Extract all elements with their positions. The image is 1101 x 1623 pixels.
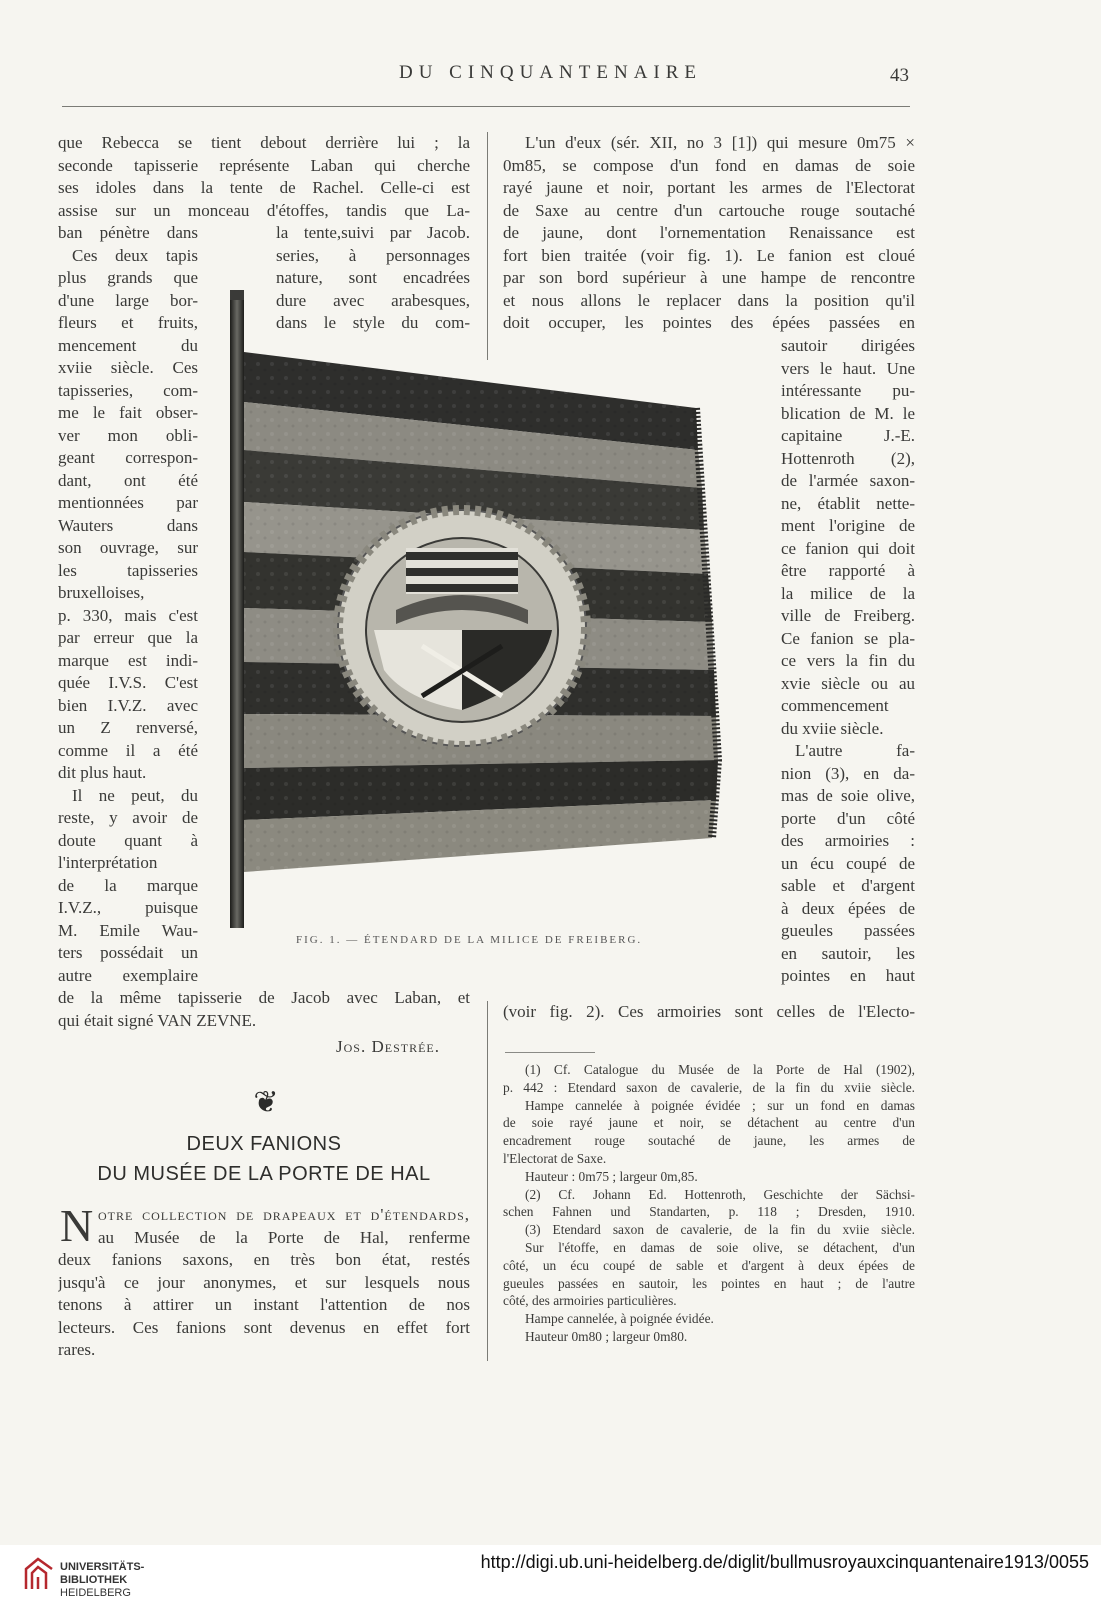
text-line: I.V.Z., puisque (58, 898, 198, 917)
text-line: du xviie siècle. (781, 718, 884, 738)
arms-bar (406, 568, 518, 576)
page-number: 43 (890, 65, 909, 86)
text-line: Il ne peut, du (72, 785, 198, 805)
text-line: des armoiries : (781, 831, 915, 850)
text-line: p. 330, mais c'est (58, 605, 198, 625)
text-line (98, 1204, 470, 1227)
article-body (58, 1249, 470, 1362)
footnote-line: de soie rayé jaune et noir, se détachent au centre d'un (503, 1115, 915, 1131)
ornament-fleuron: ❦ (253, 1086, 279, 1119)
text-line: de l'armée saxon- (781, 471, 915, 490)
library-name-line: HEIDELBERG (60, 1587, 131, 1599)
library-name-line: UNIVERSITÄTS- (60, 1561, 145, 1573)
footnote-line: Hampe cannelée, à poignée évidée. (525, 1311, 714, 1327)
text-line: seconde tapisserie représente Laban qui cherche (58, 155, 470, 175)
left-column-wrap (58, 222, 198, 987)
text-line: son ouvrage, sur (58, 538, 198, 557)
right-column-bottom (503, 1001, 915, 1024)
footnote-line: (1) Cf. Catalogue du Musée de la Porte de Hal (1902), (525, 1062, 915, 1077)
text-line: jusqu'à ce jour anonymes, et sur lesquels nous (58, 1272, 470, 1292)
library-logo-icon (24, 1557, 54, 1591)
text-line: les tapisseries (58, 560, 198, 580)
footnote-line: Sur l'étoffe, en damas de soie olive, se détachent, d'un (525, 1239, 915, 1255)
text-line: de la même tapisserie de Jacob avec Laban, et (58, 988, 470, 1007)
text-line: de Saxe au centre d'un cartouche rouge soutaché (503, 200, 915, 220)
text-line: mas de soie olive, (781, 786, 915, 805)
text-line: doit occuper, les pointes des épées passées en (503, 313, 915, 332)
text-line: xviie siècle. Ces (58, 358, 198, 377)
text-line: au Musée de la Porte de Hal, renferme (98, 1227, 470, 1247)
text-line: series, à personnages (276, 245, 470, 265)
drop-cap: N (60, 1200, 94, 1251)
text-line: mencement du (58, 335, 198, 355)
text-line: ce vers la fin du (781, 651, 915, 670)
text-line: dit plus haut. (58, 763, 147, 782)
text-line: intéressante pu- (781, 381, 915, 400)
article-heading-line1: DEUX FANIONS (186, 1133, 342, 1155)
figure-caption: FIG. 1. — ÉTENDARD DE LA MILICE DE FREIBERG. (296, 934, 643, 946)
text-line: à deux épées de (781, 898, 915, 918)
left-column-top (58, 132, 470, 222)
header-rule (62, 106, 910, 107)
right-column-wrap (781, 335, 915, 988)
text-line: Ce fanion se pla- (781, 628, 915, 648)
text-line: dans le style du com- (276, 313, 470, 332)
text-line: porte d'un côté (781, 808, 915, 828)
text-line: de la marque (58, 875, 198, 895)
text-line: qui était signé VAN ZEVNE. (58, 1010, 257, 1030)
flag-photograph (226, 290, 746, 950)
text-line: tapisseries, com- (58, 380, 198, 400)
text-line: bruxelloises, (58, 583, 145, 602)
footnote-line: p. 442 : Etendard saxon de cavalerie, de la fin du xviie siècle. (503, 1079, 915, 1095)
text-line: quée I.V.S. C'est (58, 673, 198, 692)
text-line: sable et d'argent (781, 876, 915, 895)
text-line: d'une large bor- (58, 290, 198, 310)
text-line: deux fanions saxons, en très bon état, restés (58, 1250, 470, 1269)
footnote-line: Hauteur 0m80 ; largeur 0m80. (525, 1328, 688, 1344)
library-name-line: BIBLIOTHEK (60, 1574, 128, 1586)
dropcap-continuation: otre collection de drapeaux et d'étendards, (98, 1205, 470, 1224)
text-line: tenons à attirer un instant l'attention de nos (58, 1295, 470, 1314)
flag-pole (230, 300, 244, 928)
text-line: dure avec arabesques, (276, 290, 470, 310)
author-signature: Jos. Destrée. (336, 1037, 440, 1056)
footnote-line: (3) Etendard saxon de cavalerie, de la fin du xviie siècle. (525, 1222, 915, 1238)
text-line: un Z renversé, (58, 718, 198, 737)
text-line: rares. (58, 1340, 96, 1359)
text-line: gueules passées (781, 921, 915, 940)
text-line: Wauters dans (58, 515, 198, 535)
text-line: la milice de la (781, 583, 915, 603)
source-url-link[interactable]: http://digi.ub.uni-heidelberg.de/diglit/bullmusroyauxcinquantenaire1913/0055 (480, 1552, 1089, 1572)
text-line: ne, établit nette- (781, 493, 915, 513)
text-line: nion (3), en da- (781, 763, 915, 783)
text-line: xvie siècle ou au (781, 673, 915, 693)
text-line: dant, ont été (58, 470, 198, 490)
text-line: bien I.V.Z. avec (58, 695, 198, 715)
text-line: ters possédait un (58, 943, 198, 962)
text-line: ban pénètre dans (58, 223, 198, 242)
text-line: en sautoir, les (781, 943, 915, 963)
text-line: (voir fig. 2). Ces armoiries sont celles de l'Electo- (503, 1002, 915, 1021)
text-line: pointes en haut (781, 966, 915, 985)
text-line: ment l'origine de (781, 516, 915, 535)
footnote-rule (505, 1052, 595, 1053)
text-line: doute quant à (58, 830, 198, 850)
text-line: sautoir dirigées (781, 336, 915, 355)
running-title: DU CINQUANTENAIRE (398, 62, 703, 83)
footnote-line: l'Electorat de Saxe. (503, 1150, 607, 1166)
text-line: nature, sont encadrées (276, 268, 470, 287)
text-line: ce fanion qui doit (781, 538, 915, 558)
text-line: fleurs et fruits, (58, 313, 198, 332)
article-heading-line2: DU MUSÉE DE LA PORTE DE HAL (97, 1163, 431, 1185)
text-line: fort bien traitée (voir fig. 1). Le fanion est cloué (503, 245, 915, 265)
footnotes (503, 1061, 915, 1346)
text-line: un écu coupé de (781, 853, 915, 873)
text-line: me le fait obser- (58, 403, 198, 422)
text-line: être rapporté à (781, 561, 915, 580)
text-line: marque est indi- (58, 650, 198, 670)
text-line: reste, y avoir de (58, 808, 198, 827)
text-line: Hottenroth (2), (781, 448, 915, 468)
text-line: blication de M. le (781, 403, 915, 423)
arms-bar (406, 584, 518, 592)
text-line: comme il a été (58, 740, 198, 760)
footnote-line: côté, des armoiries particulières. (503, 1293, 677, 1309)
left-column-bottom (58, 987, 470, 1032)
text-line: que Rebecca se tient debout derrière lui ; la (58, 133, 470, 152)
text-line: ses idoles dans la tente de Rachel. Celle-ci est (58, 178, 470, 197)
text-line: ville de Freiberg. (781, 606, 915, 625)
text-line: rayé jaune et noir, portant les armes de l'Electorat (503, 178, 915, 197)
text-line: commencement (781, 696, 889, 715)
text-line: Ces deux tapis (72, 245, 198, 265)
footnote-line: Hampe cannelée à poignée évidée ; sur un fond en damas (525, 1097, 915, 1113)
text-line: autre exemplaire (58, 965, 198, 985)
text-line: et nous allons le replacer dans la position qu'il (503, 290, 915, 310)
text-line: lecteurs. Ces fanions sont devenus en effet fort (58, 1317, 470, 1337)
text-line: mentionnées par (58, 493, 198, 512)
text-line: L'un d'eux (sér. XII, no 3 [1]) qui mesure 0m75 × (525, 133, 915, 152)
footnote-line: côté, un écu coupé de sable et d'argent à deux épées de (503, 1257, 915, 1273)
text-line: plus grands que (58, 268, 198, 287)
arms-bar (406, 552, 518, 560)
text-line: l'interprétation (58, 853, 158, 872)
footnote-line: Hauteur : 0m75 ; largeur 0m,85. (525, 1168, 698, 1184)
text-line: L'autre fa- (795, 741, 915, 760)
text-line: vers le haut. Une (781, 358, 915, 378)
footnote-line: encadrement rouge soutaché de jaune, les armes de (503, 1133, 915, 1149)
text-line: 0m85, se compose d'un fond en damas de soie (503, 155, 915, 175)
column-divider-bottom (487, 1001, 488, 1361)
text-line: par erreur que la (58, 628, 198, 647)
text-line: M. Emile Wau- (58, 920, 198, 940)
footnote-line: (2) Cf. Johann Ed. Hottenroth, Geschichte der Sächsi- (525, 1186, 915, 1202)
text-line: par son bord supérieur à une hampe de rencontre (503, 268, 915, 287)
article-intro (98, 1204, 470, 1249)
text-line: ver mon obli- (58, 425, 198, 445)
text-line: assise sur un monceau d'étoffes, tandis que La- (58, 200, 470, 220)
text-line: de jaune, dont l'ornementation Renaissance est (503, 223, 915, 242)
text-line: la tente,suivi par Jacob. (276, 223, 470, 242)
text-line: geant correspon- (58, 448, 198, 467)
library-name (60, 1561, 144, 1600)
footnote-line: schen Fahnen und Standarten, p. 118 ; Dresden, 1910. (503, 1204, 915, 1220)
footnote-line: gueules passées en sautoir, les pointes en haut ; de l'autre (503, 1275, 915, 1291)
text-line: capitaine J.-E. (781, 426, 915, 445)
